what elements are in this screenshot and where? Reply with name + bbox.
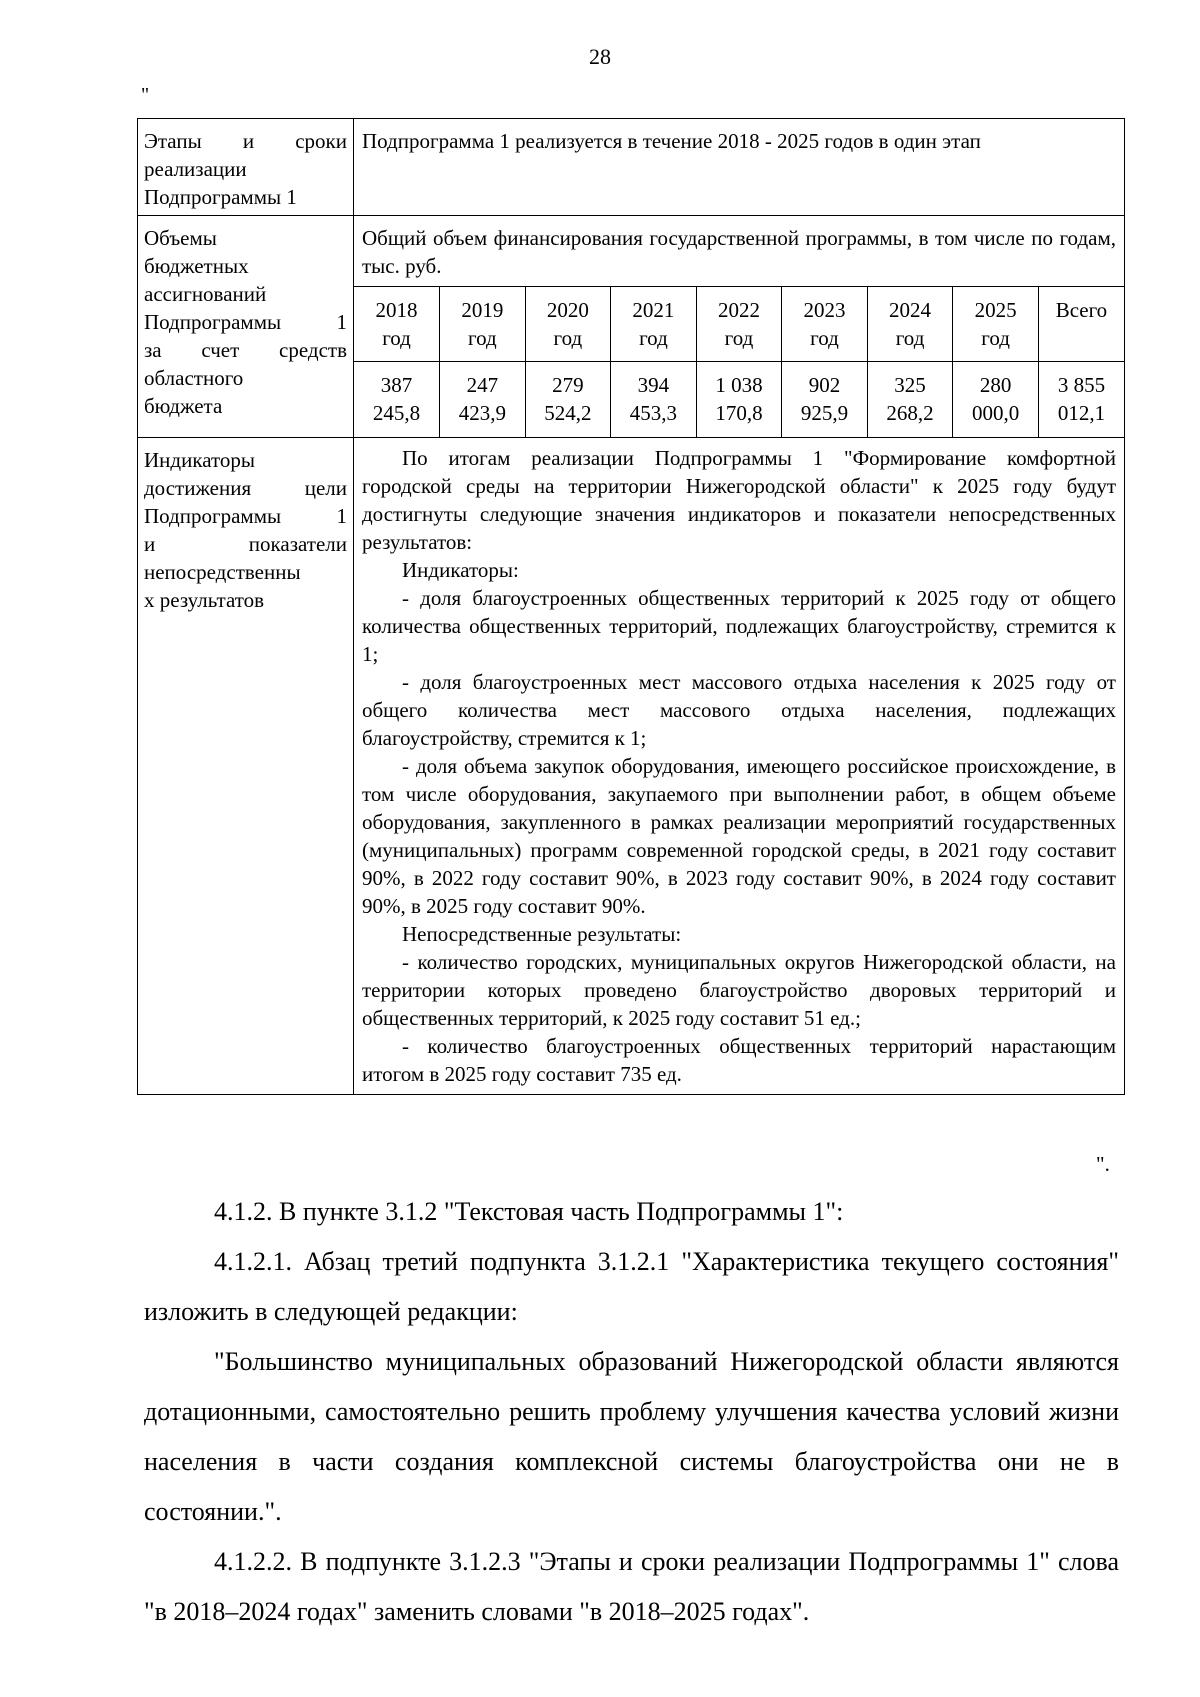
year-number: 2018: [375, 298, 418, 322]
value-part: 268,2: [886, 401, 934, 425]
paragraph-quote: "Большинство муниципальных образований Нижегородской области являются дотационными, самостоятельно решить проблему улучшения качества условий жизни населения в части создания комплексной системы благоустройства они не в состоянии.".: [144, 1347, 1119, 1526]
value-cell: [696, 362, 782, 438]
value-part: 394: [637, 373, 670, 397]
year-cell: [782, 287, 868, 362]
indicators-title: Индикаторы:: [402, 558, 519, 582]
year-unit: год: [639, 326, 668, 350]
value-part: 325: [894, 373, 926, 397]
paragraph-4-1-2-1: 4.1.2.1. Абзац третий подпункта 3.1.2.1 "Характеристика текущего состояния" изложить в следующей редакции:: [144, 1247, 1119, 1326]
stages-label-line: Этапы и сроки: [144, 129, 347, 153]
year-number: 2020: [546, 298, 589, 322]
indicator-item: - доля благоустроенных общественных территорий к 2025 году от общего количества общественных территорий, подлежащих благоустройству, стремится к 1;: [362, 586, 1116, 666]
financing-header: Общий объем финансирования государственной программы, в том числе по годам, тыс. руб.: [354, 216, 1124, 287]
indicators-label-line: Подпрограммы 1: [144, 504, 347, 528]
value-part: 902: [808, 373, 841, 397]
year-unit: год: [553, 326, 583, 350]
budget-label-line: Подпрограммы 1: [144, 310, 347, 334]
year-number: 2024: [889, 298, 932, 322]
value-part: 925,9: [800, 401, 849, 425]
year-cell: [696, 287, 782, 362]
year-number: 2019: [461, 298, 504, 322]
value-part: 1 038: [715, 373, 763, 397]
value-part: 279: [552, 373, 584, 397]
value-part: 280: [979, 373, 1012, 397]
year-unit: год: [895, 326, 925, 350]
year-number: 2025: [974, 298, 1017, 322]
value-part: 170,8: [715, 401, 763, 425]
year-unit: год: [981, 326, 1010, 350]
budget-label-line: ассигнований: [144, 282, 267, 306]
paragraph-4-1-2: 4.1.2. В пункте 3.1.2 "Текстовая часть Подпрограммы 1":: [214, 1197, 844, 1226]
body-text: [144, 1187, 1119, 1637]
year-number: 2023: [803, 298, 846, 322]
financing-years-row: [354, 287, 1124, 362]
indicator-item: - доля благоустроенных мест массового отдыха населения к 2025 году от общего количества мест массового отдыха населения, подлежащих благоустройству, стремится к 1;: [362, 670, 1116, 750]
year-number: 2021: [632, 298, 675, 322]
year-cell: [611, 287, 697, 362]
value-cell: [867, 362, 953, 438]
value-part: 247: [466, 373, 499, 397]
value-cell: [611, 362, 697, 438]
stages-text: Подпрограмма 1 реализуется в течение 2018 - 2025 годов в один этап: [362, 129, 981, 153]
year-cell: [953, 287, 1039, 362]
result-item: - количество городских, муниципальных округов Нижегородской области, на территории которых проведено благоустройство дворовых территорий и общественных территорий, к 2025 году составит 51 ед.;: [362, 950, 1116, 1030]
results-title: Непосредственные результаты:: [402, 922, 682, 946]
year-unit: год: [382, 326, 411, 350]
value-cell: [354, 362, 440, 438]
value-part: 000,0: [971, 401, 1020, 425]
stages-label-cell: [138, 119, 354, 216]
indicator-item: - доля объема закупок оборудования, имеющего российское происхождение, в том числе оборудования, закупаемого при выполнении работ, в общем объеме оборудования, закупленного в рамках реализации мероприятий государственных (муниципальных) программ современной городской среды, в 2021 году составит 90%, в 2022 году составит 90%, в 2023 году составит 90%, в 2024 году составит 90%, в 2025 году составит 90%.: [362, 754, 1116, 918]
year-cell: [440, 287, 526, 362]
budget-label-line: за счет средств: [144, 338, 347, 362]
page-number: 28: [589, 44, 611, 69]
value-part: 387: [380, 373, 413, 397]
total-value-cell: [1038, 362, 1124, 438]
value-part: 3 855: [1057, 373, 1106, 397]
year-unit: год: [810, 326, 839, 350]
value-part: 453,3: [629, 401, 678, 425]
budget-label-cell: [138, 216, 354, 438]
total-header-cell: [1038, 287, 1124, 362]
year-unit: год: [467, 326, 497, 350]
value-part: 012,1: [1057, 401, 1106, 425]
table-row-budget: [138, 216, 1125, 438]
value-cell: [525, 362, 611, 438]
budget-value-cell: [354, 216, 1125, 438]
value-cell: [782, 362, 868, 438]
stages-value-cell: [354, 119, 1125, 216]
result-item: - количество благоустроенных общественных территорий нарастающим итогом в 2025 году составит 735 ед.: [362, 1034, 1116, 1086]
value-cell: [953, 362, 1039, 438]
indicators-intro: По итогам реализации Подпрограммы 1 "Формирование комфортной городской среды на территории Нижегородской области" к 2025 году будут достигнуты следующие значения индикаторов и показатели непосредственных результатов:: [362, 446, 1116, 554]
indicators-content: [354, 438, 1124, 1094]
value-cell: [440, 362, 526, 438]
budget-label-line: Объемы: [144, 226, 217, 250]
value-part: 423,9: [458, 401, 506, 425]
financing-values-row: [354, 362, 1124, 438]
financing-table: [354, 287, 1124, 437]
budget-label-line: бюджета: [144, 394, 223, 418]
year-cell: [867, 287, 953, 362]
year-number: 2022: [717, 298, 760, 322]
budget-label-line: областного: [144, 366, 244, 390]
total-label: Всего: [1055, 298, 1108, 322]
value-part: 524,2: [544, 401, 592, 425]
budget-label-line: бюджетных: [144, 254, 249, 278]
stages-label-line: реализации: [144, 157, 247, 181]
table-opening-quote: ": [141, 84, 150, 106]
indicators-label-line: Индикаторы: [144, 448, 255, 472]
paragraph-4-1-2-2: 4.1.2.2. В подпункте 3.1.2.3 "Этапы и сроки реализации Подпрограммы 1" слова "в 2018–2024 годах" заменить словами "в 2018–2025 годах".: [144, 1547, 1119, 1626]
table-row-stages: [138, 119, 1125, 216]
stages-label-line: Подпрограммы 1: [144, 185, 297, 209]
indicators-label-cell: [138, 438, 354, 1095]
year-cell: [354, 287, 440, 362]
indicators-label-line: и показатели: [144, 532, 347, 556]
year-unit: год: [724, 326, 754, 350]
indicators-value-cell: [354, 438, 1125, 1095]
year-cell: [525, 287, 611, 362]
table-row-indicators: [138, 438, 1125, 1095]
indicators-label-line: достижения цели: [144, 476, 347, 500]
indicators-label-line: непосредственны: [144, 560, 301, 584]
table-closing-quote: ".: [1096, 1152, 1110, 1176]
value-part: 245,8: [372, 401, 421, 425]
passport-table: [137, 118, 1125, 1095]
indicators-label-line: х результатов: [144, 588, 265, 612]
